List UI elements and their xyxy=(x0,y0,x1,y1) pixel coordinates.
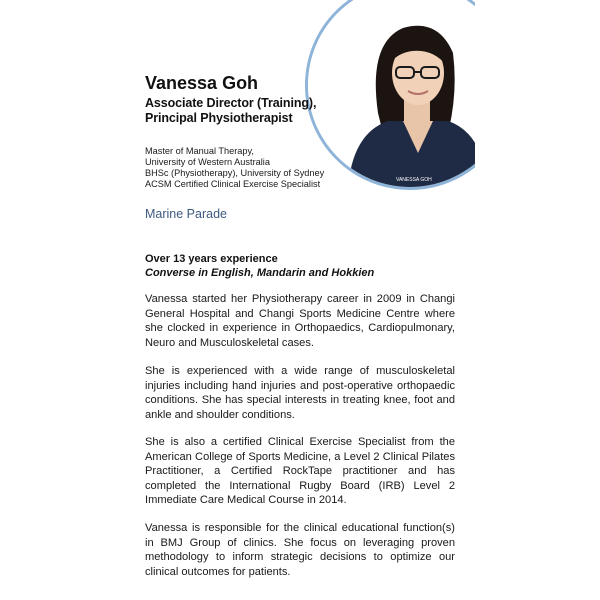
qualification-line: Master of Manual Therapy, xyxy=(145,146,254,156)
uniform-name-text: VANESSA GOH xyxy=(396,177,432,183)
bio-paragraph: She is also a certified Clinical Exercise Specialist from the American College of Sports Medicine, a Level 2 Clinical Pilates Practitioner, a Certified RockTape practitioner and has completed the International Rugby Board (IRB) Level 2 Immediate Care Medical Course in 2014. xyxy=(145,436,455,506)
photo-clip xyxy=(308,0,475,187)
bio-paragraph: Vanessa is responsible for the clinical educational function(s) in BMJ Group of clinics. She focus on leveraging proven methodology to inform strategic decisions to optimize our clinical outcomes for patients. xyxy=(145,522,455,578)
clinic-location: Marine Parade xyxy=(145,207,227,221)
bio-paragraph: Vanessa started her Physiotherapy career in 2009 in Changi General Hospital and Changi Sports Medicine Centre where she clocked in experience in Orthopaedics, Cardiopulmonary, Neuro and Musculoskeletal cases. xyxy=(145,293,455,349)
portrait-illustration xyxy=(308,0,475,187)
profile-name: Vanessa Goh xyxy=(145,73,259,93)
bio-paragraph: She is experienced with a wide range of musculoskeletal injuries including hand injuries and post-operative orthopaedic conditions. She has special interests in treating knee, foot and ankle and shoulder conditions. xyxy=(145,365,455,421)
profile-photo xyxy=(305,0,475,190)
experience-summary: Over 13 years experience xyxy=(145,253,278,265)
qualification-line: BHSc (Physiotherapy), University of Sydney xyxy=(145,168,325,178)
languages-spoken: Converse in English, Mandarin and Hokkien xyxy=(145,267,375,279)
profile-title-line-2: Principal Physiotherapist xyxy=(145,111,293,125)
qualification-line: University of Western Australia xyxy=(145,157,270,167)
profile-title-line-1: Associate Director (Training), xyxy=(145,96,317,110)
qualification-line: ACSM Certified Clinical Exercise Specialist xyxy=(145,179,321,189)
